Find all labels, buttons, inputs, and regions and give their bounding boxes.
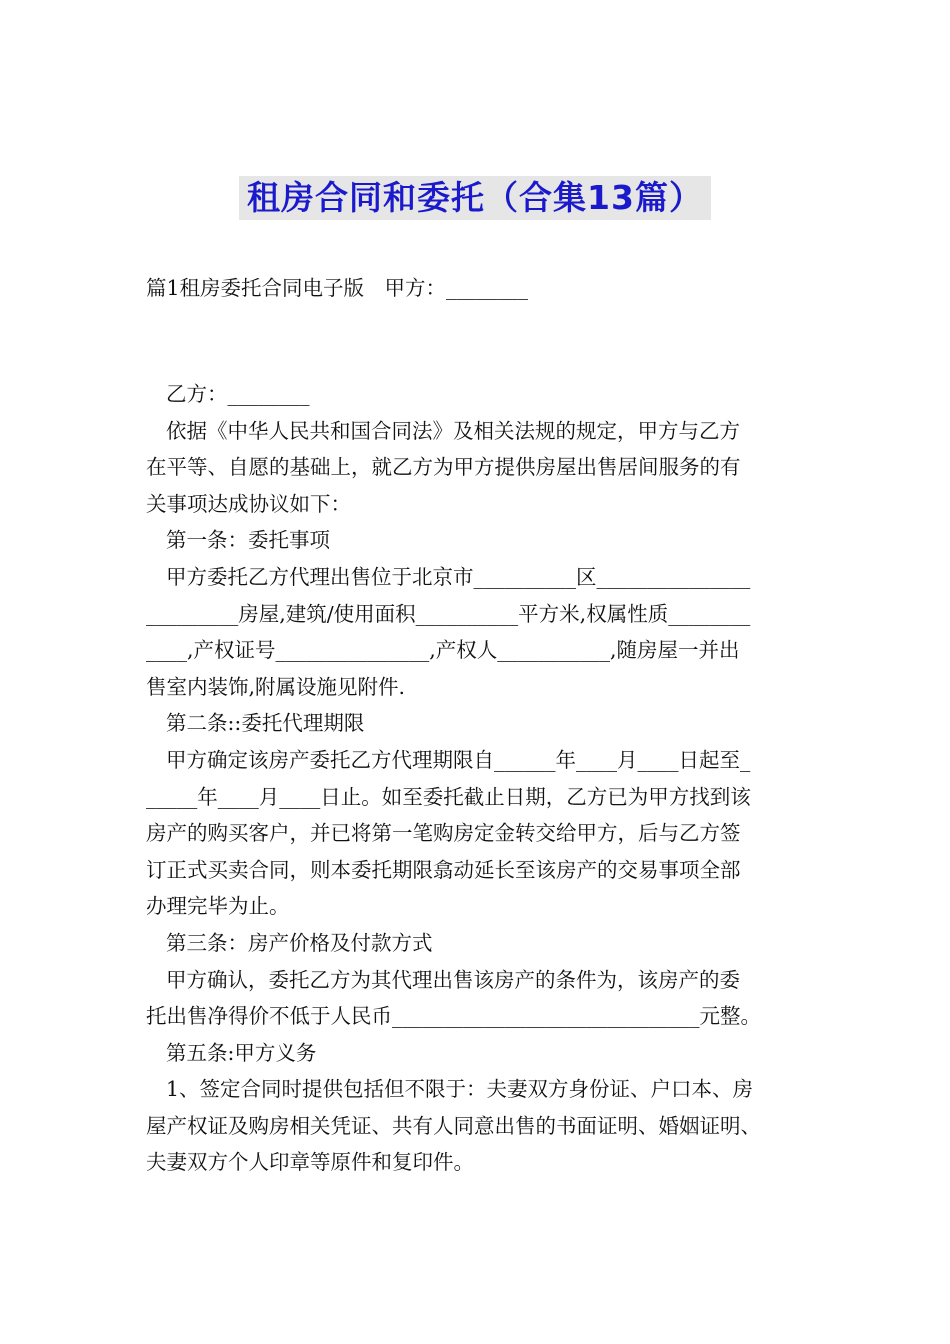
body-line: 售室内装饰,附属设施见附件. (146, 674, 406, 699)
article-heading: 第三条：房产价格及付款方式 (166, 930, 433, 955)
body-line: 房产的购买客户，并已将第一笔购房定金转交给甲方，后与乙方签 (146, 821, 741, 846)
document-title: 租房合同和委托（合集13篇） (239, 176, 711, 220)
title-container (0, 176, 950, 220)
body-line: 托出售净得价不低于人民币______________________________元整。 (146, 1004, 761, 1029)
body-line: ____,产权证号_______________,产权人___________,随房屋一并出 (146, 638, 740, 663)
section-heading: 篇1租房委托合同电子版 甲方：________ (146, 276, 529, 300)
body-line: 夫妻双方个人印章等原件和复印件。 (146, 1150, 474, 1175)
article-heading: 第二条::委托代理期限 (166, 711, 365, 736)
body-line: 屋产权证及购房相关凭证、共有人同意出售的书面证明、婚姻证明、 (146, 1113, 761, 1138)
body-line: 订正式买卖合同，则本委托期限翕动延长至该房产的交易事项全部 (146, 857, 741, 882)
contract-body (146, 376, 816, 1181)
article-heading: 第五条:甲方义务 (166, 1040, 317, 1065)
party-b-line: 乙方：________ (166, 382, 310, 406)
article-heading: 第一条：委托事项 (166, 528, 330, 553)
body-line: 在平等、自愿的基础上，就乙方为甲方提供房屋出售居间服务的有 (146, 455, 741, 480)
body-line: 甲方确定该房产委托乙方代理期限自______年____月____日起至_ (166, 747, 751, 772)
body-line: 甲方确认，委托乙方为其代理出售该房产的条件为，该房产的委 (166, 967, 740, 992)
body-line: 办理完毕为止。 (146, 894, 290, 919)
body-line: 关事项达成协议如下： (146, 491, 351, 516)
body-line: _____年____月____日止。如至委托截止日期，乙方已为甲方找到该 (146, 784, 751, 809)
body-line: 甲方委托乙方代理出售位于北京市__________区_______________ (166, 564, 751, 589)
body-line: _________房屋,建筑/使用面积__________平方米,权属性质________ (146, 601, 751, 626)
body-line: 依据《中华人民共和国合同法》及相关法规的规定，甲方与乙方 (166, 418, 740, 443)
heading-block (146, 270, 816, 307)
body-line: 1、签定合同时提供包括但不限于：夫妻双方身份证、户口本、房 (166, 1077, 754, 1102)
